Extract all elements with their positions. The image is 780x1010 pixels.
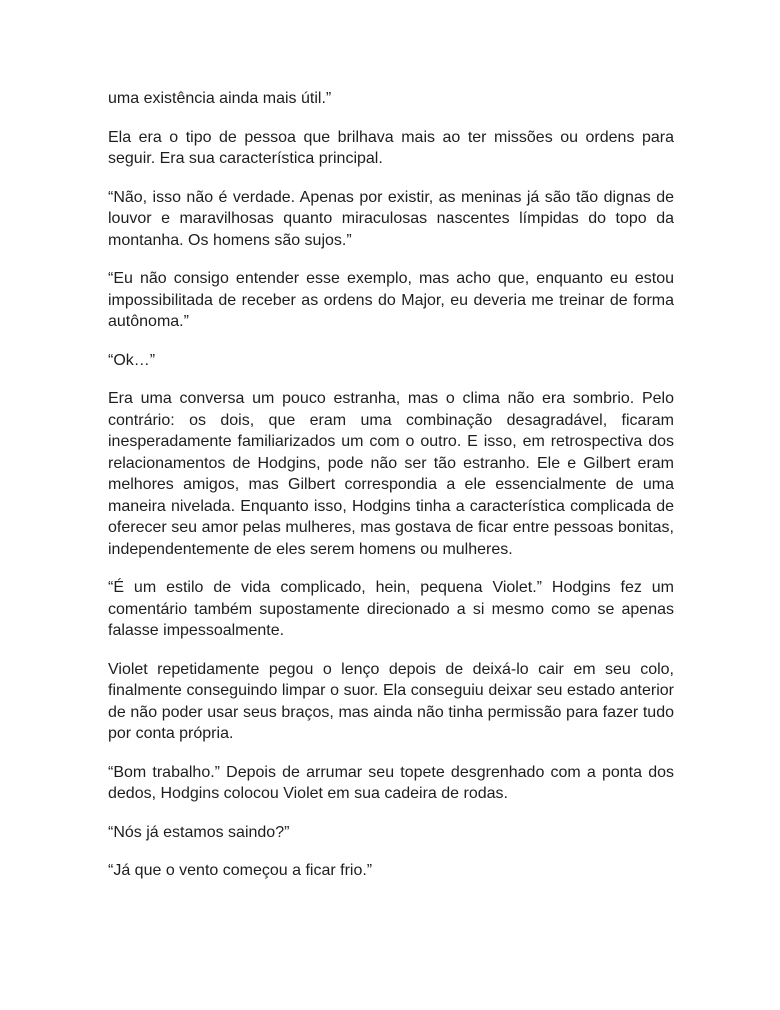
- paragraph: uma existência ainda mais útil.”: [108, 90, 332, 107]
- paragraph: Violet repetidamente pegou o lenço depois de deixá-lo cair em seu colo, finalmente conseguindo limpar o suor. Ela conseguiu deixar seu estado anterior de não poder usar seus braços, mas ainda não tinha permissão para fazer tudo por conta própria.: [108, 660, 674, 742]
- paragraph: Ela era o tipo de pessoa que brilhava mais ao ter missões ou ordens para seguir. Era sua característica principal.: [108, 128, 674, 167]
- paragraph: “Não, isso não é verdade. Apenas por existir, as meninas já são tão dignas de louvor e maravilhosas quanto miraculosas nascentes límpidas do topo da montanha. Os homens são sujos.”: [108, 188, 674, 249]
- paragraph: Era uma conversa um pouco estranha, mas o clima não era sombrio. Pelo contrário: os dois, que eram uma combinação desagradável, ficaram inesperadamente familiarizados um com o outro. E isso, em retrospectiva dos relacionamentos de Hodgins, pode não ser tão estranho. Ele e Gilbert eram melhores amigos, mas Gilbert correspondia a ele essencialmente de uma maneira nivelada. Enquanto isso, Hodgins tinha a característica complicada de oferecer seu amor pelas mulheres, mas gostava de ficar entre pessoas bonitas, independentemente de eles serem homens ou mulheres.: [108, 390, 674, 558]
- paragraph: “Eu não consigo entender esse exemplo, mas acho que, enquanto eu estou impossibilitada de receber as ordens do Major, eu deveria me treinar de forma autônoma.”: [108, 270, 674, 330]
- paragraph: “Já que o vento começou a ficar frio.”: [108, 862, 373, 879]
- paragraph: “Bom trabalho.” Depois de arrumar seu topete desgrenhado com a ponta dos dedos, Hodgins colocou Violet em sua cadeira de rodas.: [108, 763, 674, 802]
- paragraph: “Nós já estamos saindo?”: [108, 823, 290, 841]
- text-block: [108, 88, 674, 899]
- paragraph: “Ok…”: [108, 351, 156, 369]
- paragraph: “É um estilo de vida complicado, hein, pequena Violet.” Hodgins fez um comentário também supostamente direcionado a si mesmo como se apenas falasse impessoalmente.: [108, 579, 674, 639]
